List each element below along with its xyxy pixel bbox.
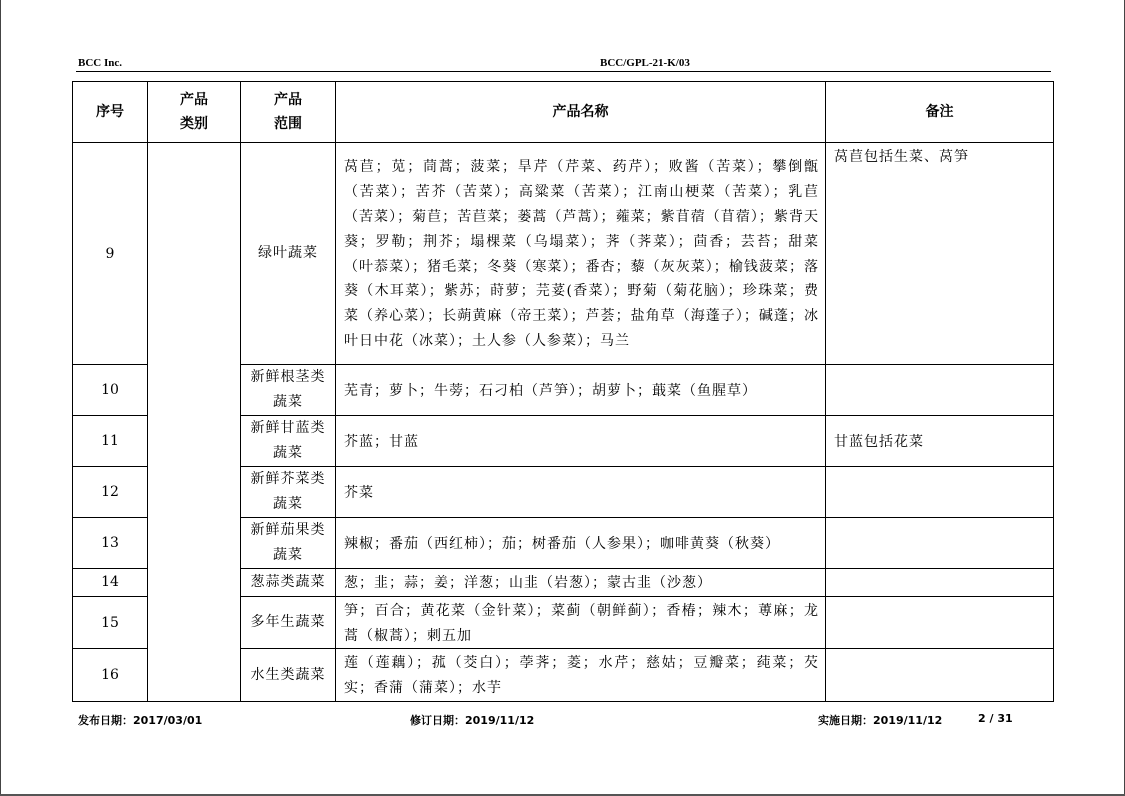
col-header-name: 产品名称: [336, 82, 826, 143]
row-note: 莴苣包括生菜、莴笋: [826, 143, 1054, 365]
row-note: [826, 467, 1054, 518]
product-table: [72, 81, 1054, 702]
document-code: BCC/GPL-21-K/03: [600, 57, 690, 69]
row-range: 新鲜茄果类蔬菜: [241, 518, 336, 569]
issue-date: 发布日期：2017/03/01: [78, 714, 203, 727]
row-seq: 13: [73, 518, 148, 569]
row-range: 新鲜根茎类蔬菜: [241, 365, 336, 416]
row-range: 多年生蔬菜: [241, 596, 336, 649]
row-seq: 12: [73, 467, 148, 518]
row-names: 芥蓝；甘蓝: [336, 416, 826, 467]
col-header-range: [241, 82, 336, 143]
col-header-note: 备注: [826, 82, 1054, 143]
category-cell: [148, 143, 241, 702]
row-names: 莲（莲藕）；菰（茭白）；荸荠；菱；水芹；慈姑；豆瓣菜；莼菜；芡实；香蒲（蒲菜）；水芋: [336, 649, 826, 702]
row-seq: 15: [73, 596, 148, 649]
table-row: [73, 143, 1054, 365]
header-divider: [76, 71, 1051, 72]
row-note: [826, 649, 1054, 702]
col-header-seq: 序号: [73, 82, 148, 143]
row-range: 水生类蔬菜: [241, 649, 336, 702]
row-note: [826, 569, 1054, 597]
row-note: [826, 365, 1054, 416]
row-seq: 14: [73, 569, 148, 597]
revision-date: 修订日期：2019/11/12: [410, 714, 535, 727]
row-range: 新鲜甘蓝类蔬菜: [241, 416, 336, 467]
col-header-category: [148, 82, 241, 143]
row-names: 芜青；萝卜；牛蒡；石刁柏（芦笋）；胡萝卜；蕺菜（鱼腥草）: [336, 365, 826, 416]
col-header-category-text: 产品 类别: [180, 92, 208, 132]
table-header-row: [73, 82, 1054, 143]
row-seq: 11: [73, 416, 148, 467]
effective-date: 实施日期：2019/11/12: [818, 714, 943, 727]
row-names: 笋；百合；黄花菜（金针菜）；菜蓟（朝鲜蓟）；香椿；辣木；蒪麻；龙蒿（椒蒿）；刺五加: [336, 596, 826, 649]
company-name: BCC Inc.: [78, 57, 123, 69]
row-names: 葱；韭；蒜；姜；洋葱；山韭（岩葱）；蒙古韭（沙葱）: [336, 569, 826, 597]
row-names: 辣椒；番茄（西红柿）；茄；树番茄（人参果）；咖啡黄葵（秋葵）: [336, 518, 826, 569]
row-names: 莴苣；苋；茼蒿；菠菜；旱芹（芹菜、药芹）；败酱（苦菜）；攀倒甑（苦菜）；苦芥（苦菜）；高粱菜（苦菜）；江南山梗菜（苦菜）；乳苣（苦菜）；菊苣；苦苣菜；蒌蒿（芦蒿）；蕹菜；紫苜蓿（苜蓿）；紫背天葵；罗勒；荆芥；塌棵菜（乌塌菜）；荠（荠菜）；茴香；芸苔；甜菜（叶菾菜）；猪毛菜；冬葵（寒菜）；番杏；藜（灰灰菜）；榆钱菠菜；落葵（木耳菜）；紫苏；莳萝；芫荽(香菜）；野菊（菊花脑）；珍珠菜；费菜（养心菜）；长蒴黄麻（帝王菜）；芦荟；盐角草（海蓬子）；碱蓬；冰叶日中花（冰菜）；土人参（人参菜）；马兰: [336, 143, 826, 365]
row-note: [826, 518, 1054, 569]
row-range: 绿叶蔬菜: [241, 143, 336, 365]
row-note: [826, 596, 1054, 649]
row-range: 葱蒜类蔬菜: [241, 569, 336, 597]
row-seq: 9: [73, 143, 148, 365]
row-range: 新鲜芥菜类蔬菜: [241, 467, 336, 518]
page-number: 2 / 31: [978, 712, 1013, 725]
row-seq: 16: [73, 649, 148, 702]
row-seq: 10: [73, 365, 148, 416]
row-note: 甘蓝包括花菜: [826, 416, 1054, 467]
row-names: 芥菜: [336, 467, 826, 518]
col-header-range-text: 产品 范围: [274, 92, 302, 132]
